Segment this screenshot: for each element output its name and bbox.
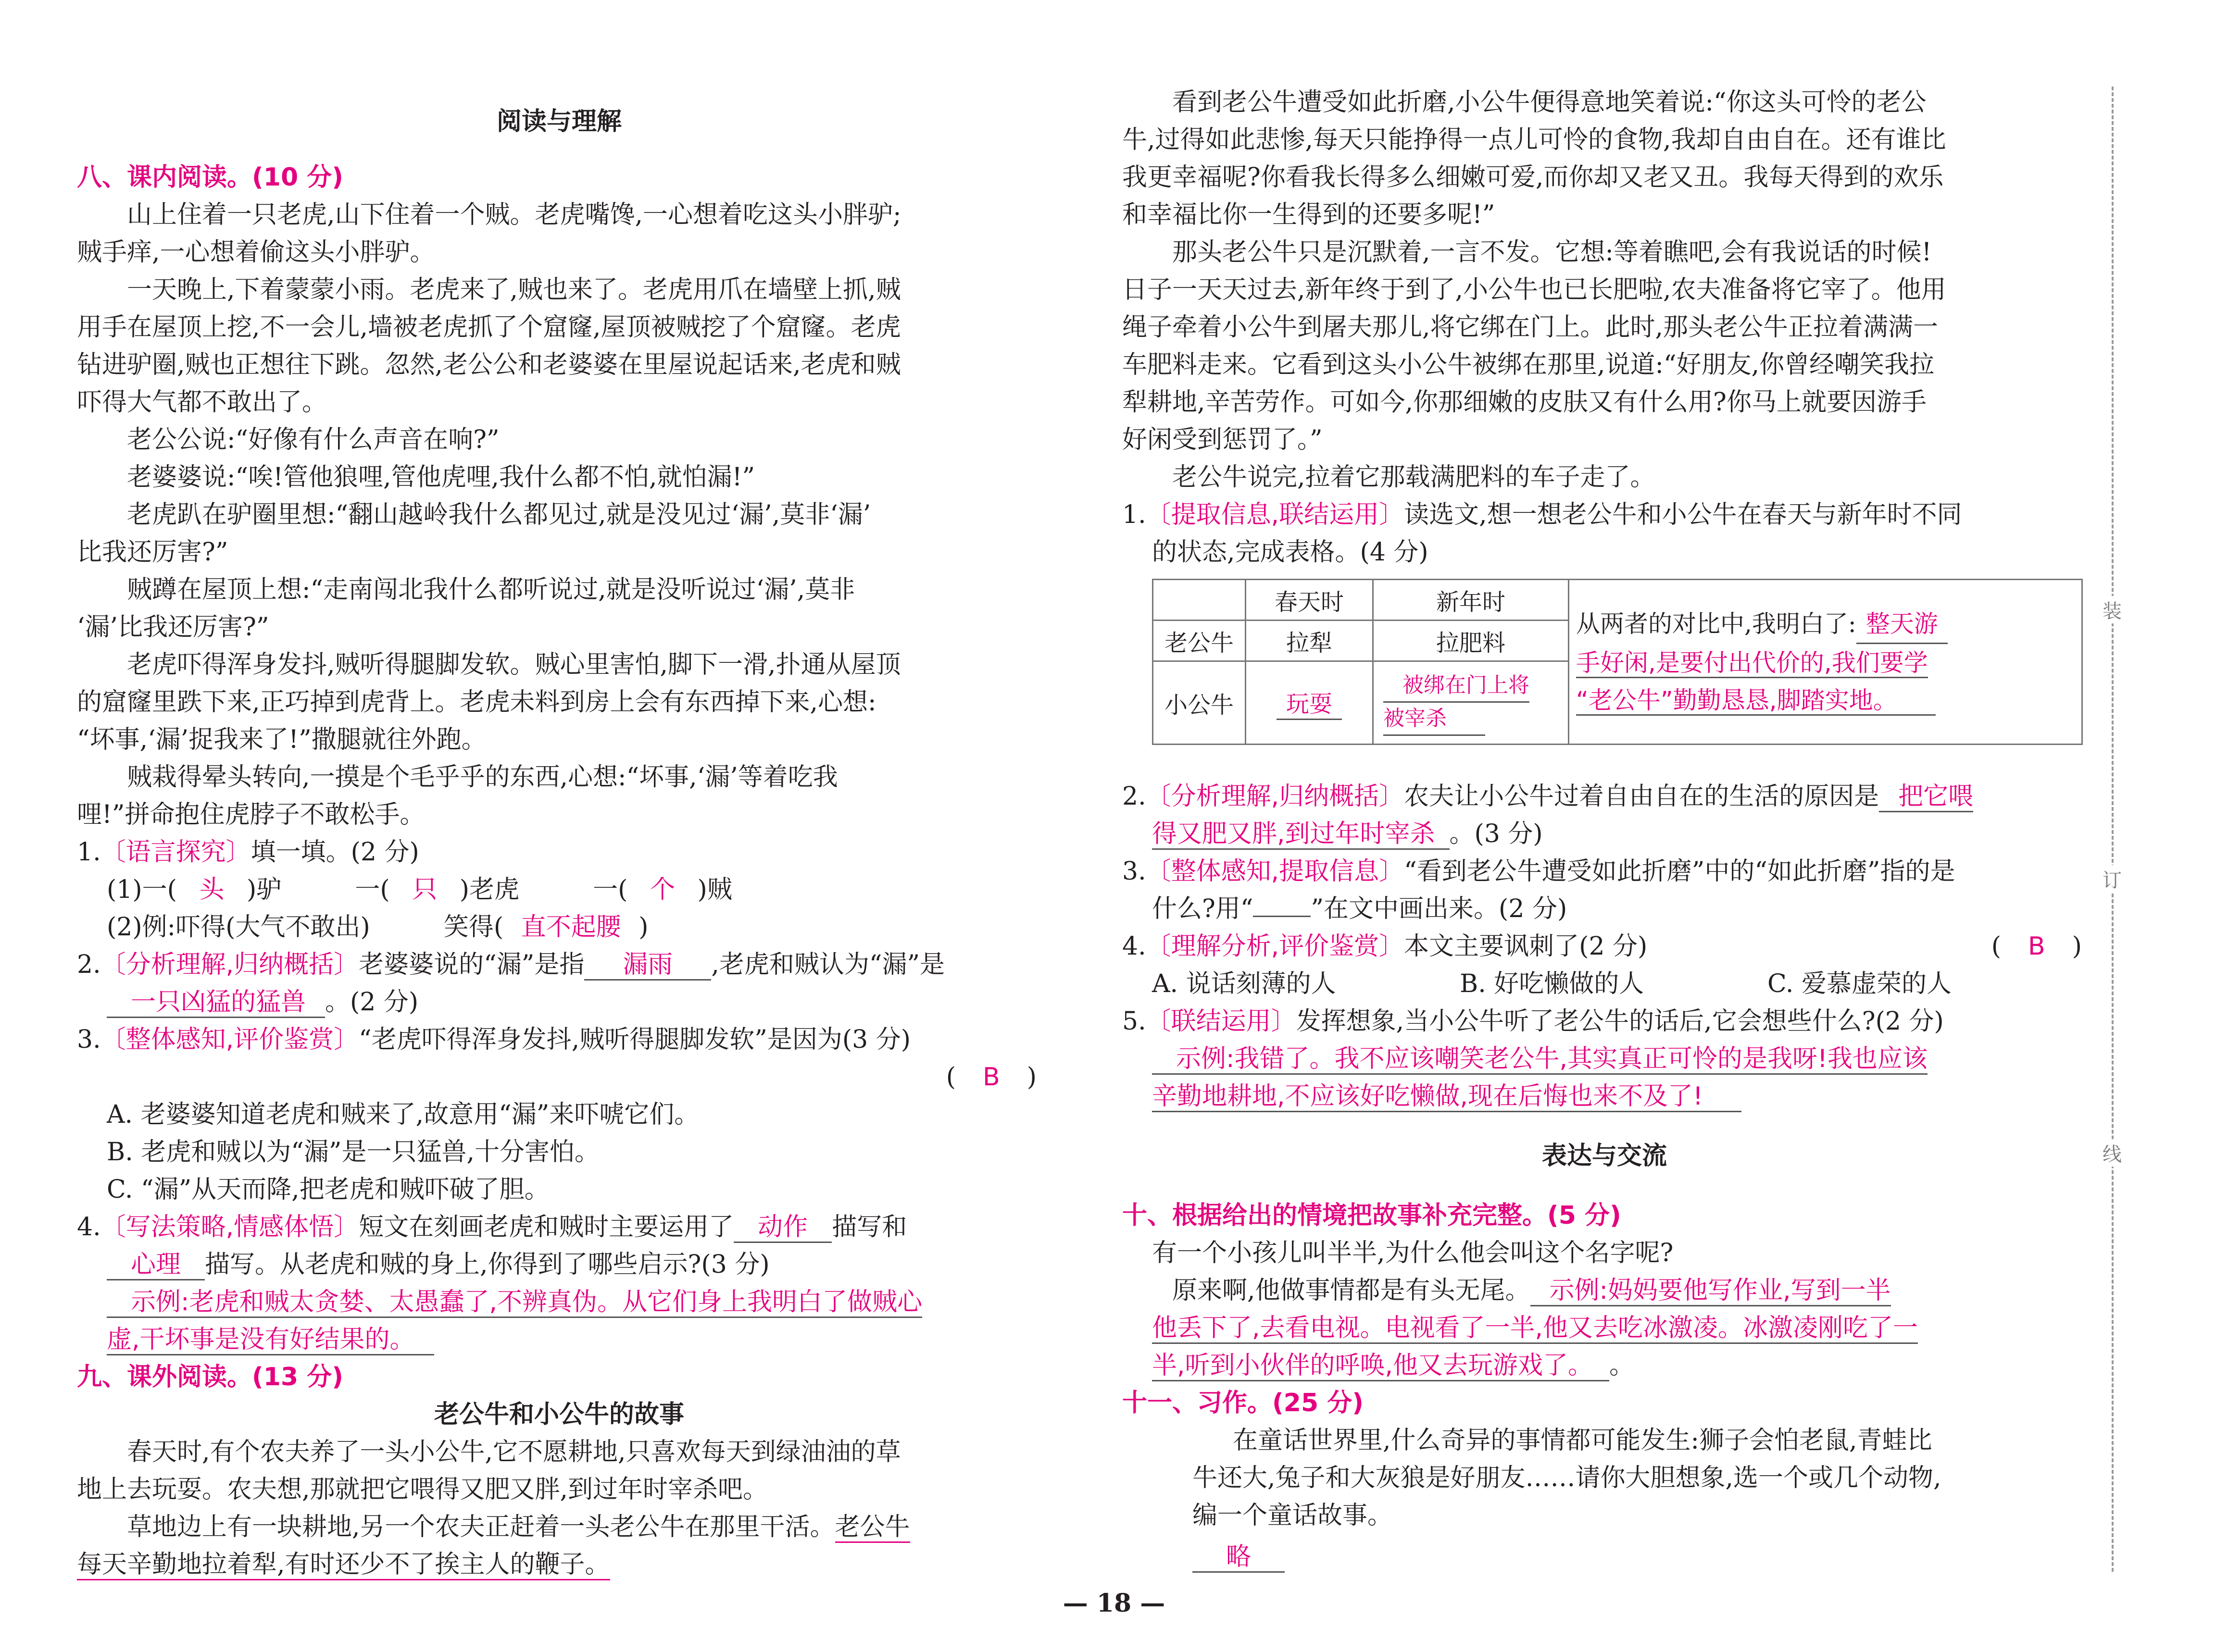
section-10-line [1122,1309,2087,1347]
answer-1[interactable]: 把它喂 [1879,782,1973,812]
text: 发挥想象,当小公牛听了老公牛的话后,它会想些什么?(2 分) [1296,1007,1944,1036]
passage-line: 车肥料走来。它看到这头小公牛被绑在那里,说道:“好朋友,你曾经嘲笑我拉 [1122,350,1935,379]
question-tag: 〔整体感知,提取信息〕 [1146,857,1404,886]
conclusion-line-2 [1576,644,2075,682]
passage-line: 的窟窿里跌下来,正巧掉到虎背上。老虎未料到房上会有东西掉下来,心想: [77,688,876,717]
question-2-cont [77,983,1041,1021]
text: 草地边上有一块耕地,另一个农夫正赶着一头老公牛在那里干活。 [127,1513,835,1541]
question-text: 填一填。(2 分) [250,838,419,867]
story-answer-cont: 他丢下了,去看电视。电视看了一半,他又去吃冰激凌。冰激凌刚吃了一 [1152,1314,1918,1344]
section-9-title: 九、课外阅读。(13 分) [77,1363,343,1391]
passage-line: 日子一天天过去,新年终于到了,小公牛也已长肥啦,农夫准备将它宰了。他用 [1122,275,1946,304]
question-tag: 〔理解分析,评价鉴赏〕 [1146,932,1404,961]
passage-line: 贼蹲在屋顶上想:“走南闯北我什么都听说过,就是没听说过‘漏’,莫非 [127,575,855,604]
question-tag: 〔联结运用〕 [1146,1007,1296,1036]
choice-answer: B [983,1063,1000,1092]
conclusion-answer[interactable]: 整天游 [1856,605,1948,644]
table-conclusion-cell [1569,580,2082,745]
option-a: A. 说话刻薄的人 [1152,969,1336,998]
text: 农夫让小公牛过着自由自在的生活的原因是 [1404,782,1879,811]
answer-cell-cont: 被宰杀 [1383,703,1485,736]
conclusion-line-3 [1576,682,2075,719]
passage-line [77,1508,1041,1546]
story-title: 老公牛和小公牛的故事 [434,1400,684,1429]
passage-line: 用手在屋顶上挖,不一会儿,墙被老虎抓了个窟窿,屋顶被贼挖了个窟窿。老虎 [77,313,901,342]
answer-2[interactable]: 心理 [107,1250,205,1280]
section-8-title: 八、课内阅读。(10 分) [77,163,343,192]
table-cell-old-spring: 拉犁 [1246,621,1373,661]
passage-line: 和幸福比你一生得到的还要多呢!” [1122,200,1495,229]
text: ) [1026,1063,1037,1092]
question-tag: 〔语言探究〕 [100,838,251,867]
text: 。(2 分) [325,988,419,1017]
text: ( [1991,932,2002,961]
binding-char: 装 [2100,596,2124,623]
answer-line [77,1283,1041,1321]
underline-symbol [1253,916,1311,917]
comparison-table [1152,579,2083,745]
question-2 [77,946,1041,983]
text: 从两者的对比中,我明白了: [1576,609,1856,638]
answer-2[interactable]: 一只凶猛的猛兽 [107,988,325,1018]
passage-line: 犁耕地,辛苦劳作。可如今,你那细嫩的皮肤又有什么用?你马上就要因游手 [1122,388,1927,417]
question-r1 [1122,496,2087,534]
binding-char: 线 [2100,1139,2124,1167]
answer-cont: 辛勤地耕地,不应该好吃懒做,现在后悔也来不及了! [1152,1082,1741,1112]
table-cell-young-newyear [1373,661,1569,745]
passage-line: 老公牛说完,拉着它那载满肥料的车子走了。 [1172,463,1655,492]
cell-line [1383,670,1568,703]
option-a: A. 老婆婆知道老虎和贼来了,故意用“漏”来吓唬它们。 [107,1100,700,1129]
answer-3-cont: 虚,干坏事是没有好结果的。 [107,1325,434,1355]
conclusion-answer-cont: “老公牛”勤勤恳恳,脚踏实地。 [1576,686,1936,716]
text: “看到老公牛遭受如此折磨”中的“如此折磨”指的是 [1404,857,1955,886]
text: ) [638,913,649,942]
table-row-label-old-bull: 老公牛 [1153,621,1246,661]
passage-line: 贼手痒,一心想着偷这头小胖驴。 [77,238,435,267]
passage-line: 贼栽得晕头转向,一摸是个毛乎乎的东西,心想:“坏事,‘漏’等着吃我 [127,763,838,792]
option-b: B. 好吃懒做的人 [1460,969,1644,998]
passage-line: 老虎吓得浑身发抖,贼听得腿脚发软。贼心里害怕,脚下一滑,扑通从屋顶 [127,650,901,679]
question-number: 4. [1122,932,1146,961]
question-4 [77,1208,1041,1246]
passage-line: 看到老公牛遭受如此折磨,小公牛便得意地笑着说:“你这头可怜的老公 [1172,88,1927,117]
section-10-title: 十、根据给出的情境把故事补充完整。(5 分) [1122,1201,1621,1230]
passage-line: 钻进驴圈,贼也正想往下跳。忽然,老公公和老婆婆在里屋说起话来,老虎和贼 [77,350,901,379]
table-cell-old-newyear: 拉肥料 [1373,621,1569,661]
section-11-line: 编一个童话故事。 [1192,1501,1393,1530]
question-number: 1. [1122,500,1146,529]
text: 描写和 [832,1213,907,1242]
question-r2 [1122,778,2087,815]
binding-char: 订 [2100,865,2124,893]
question-r1-cont: 的状态,完成表格。(4 分) [1152,538,1428,567]
question-number: 5. [1122,1007,1146,1036]
text: 读选文,想一想老公牛和小公牛在春天与新年时不同 [1404,500,1962,529]
question-1-row-1 [77,871,1041,908]
answer-line [1122,1040,2087,1078]
text: 描写。从老虎和贼的身上,你得到了哪些启示?(3 分) [205,1250,770,1279]
passage-line: “坏事,‘漏’捉我来了!”撒腿就往外跑。 [77,725,487,754]
passage-line [77,1546,1041,1583]
text: )贼 [697,875,732,904]
section-10-line: 有一个小孩儿叫半半,为什么他会叫这个名字呢? [1152,1239,1674,1267]
question-r4-options [1122,965,2087,1003]
question-tag: 〔分析理解,归纳概括〕 [1146,782,1404,811]
question-number: 3. [1122,857,1146,886]
text: 。 [1609,1351,1635,1380]
answer-2: 只 [412,875,438,904]
text: 原来啊,他做事情都是有头无尾。 [1172,1276,1530,1305]
text: ) [2072,932,2082,961]
text: “老虎吓得浑身发抖,贼听得腿脚发软”是因为(3 分) [359,1025,911,1054]
question-r3-cont [1122,890,2087,928]
underlined-text: 老公牛 [835,1513,910,1543]
choice-paren [946,1058,1037,1096]
passage-line: 哩!”拼命抱住虎脖子不敢松手。 [77,800,425,829]
option-b: B. 老虎和贼以为“漏”是一只猛兽,十分害怕。 [107,1138,600,1167]
question-1-row-2 [77,908,1041,946]
question-number: 1. [77,838,101,867]
table-header-spring: 春天时 [1246,580,1373,621]
section-title-reading: 阅读与理解 [496,107,622,136]
section-11-line: 牛还大,兔子和大灰狼是好朋友……请你大胆想象,选一个或几个动物, [1192,1464,1941,1492]
passage-line: 好闲受到惩罚了。” [1122,425,1323,454]
passage-line: 吓得大气都不敢出了。 [77,388,327,417]
text: 短文在刻画老虎和贼时主要运用了 [359,1213,734,1242]
passage-line: 那头老公牛只是沉默着,一言不发。它想:等着瞧吧,会有我说话的时候! [1172,238,1932,267]
section-title-expression: 表达与交流 [1541,1142,1667,1170]
text: )驴 [247,875,282,904]
question-number: 4. [77,1213,101,1242]
question-r5 [1122,1003,2087,1040]
section-10-line [1122,1272,2087,1309]
passage-line: 老公公说:“好像有什么声音在响?” [127,425,500,454]
text: ”在文中画出来。(2 分) [1311,894,1567,923]
table-row-label-young-bull: 小公牛 [1153,661,1246,745]
passage-line: 比我还厉害?” [77,538,228,567]
question-3-choice [77,1058,1041,1096]
answer-4: 直不起腰 [521,913,621,942]
text: 本文主要讽刺了(2 分) [1404,932,1648,961]
section-11-title: 十一、习作。(25 分) [1122,1389,1364,1417]
answer-line [1122,1078,2087,1115]
choice-answer: B [2028,932,2045,961]
story-answer-cont: 半,听到小伙伴的呼唤,他又去玩游戏了。 [1152,1351,1609,1381]
answer-1[interactable]: 漏雨 [584,950,711,981]
question-number: 2. [1122,782,1146,811]
cell-line [1383,703,1568,736]
text: 什么?用“ [1152,894,1253,923]
section-11-line: 在童话世界里,什么奇异的事情都可能发生:狮子会怕老鼠,青蛙比 [1233,1426,1932,1455]
text: 一( [593,875,628,904]
table-corner [1153,580,1246,621]
question-tag: 〔提取信息,联结运用〕 [1146,500,1404,529]
page-number: — 18 — [1063,1589,1165,1618]
choice-paren [1991,928,2082,965]
answer-1-cont: 得又肥又胖,到过年时宰杀 [1152,820,1450,850]
underlined-text: 每天辛勤地拉着犁,有时还少不了挨主人的鞭子。 [77,1550,610,1580]
question-tag: 〔分析理解,归纳概括〕 [100,950,359,979]
text: 老婆婆说的“漏”是指 [359,950,585,979]
passage-line: 绳子牵着小公牛到屠夫那儿,将它绑在门上。此时,那头老公牛正拉着满满一 [1122,313,1939,342]
answer-3: 示例:老虎和贼太贪婪、太愚蠢了,不辨真伪。从它们身上我明白了做贼心 [107,1288,922,1318]
question-4-cont [77,1246,1041,1283]
text: 一( [355,875,390,904]
text: ( [946,1063,956,1092]
question-3 [77,1021,1041,1058]
answer-line [77,1321,1041,1358]
passage-line: 老虎趴在驴圈里想:“翻山越岭我什么都见过,就是没见过‘漏’,莫非‘漏’ [127,500,871,529]
passage-line: 春天时,有个农夫养了一头小公牛,它不愿耕地,只喜欢每天到绿油油的草 [127,1438,901,1466]
option-c: C. 爱慕虚荣的人 [1767,969,1952,998]
passage-line: 老婆婆说:“唉!管他狼哩,管他虎哩,我什么都不怕,就怕漏!” [127,463,755,492]
text: ,老虎和贼认为“漏”是 [711,950,945,979]
essay-answer[interactable]: 略 [1192,1542,1285,1573]
question-tag: 〔写法策略,情感体悟〕 [100,1213,359,1242]
binding-dashed-line [2112,87,2114,1572]
question-r2-cont [1122,815,2087,853]
section-10-line [1122,1347,2087,1384]
conclusion-line-1 [1576,605,2075,644]
option-c: C. “漏”从天而降,把老虎和贼吓破了胆。 [107,1175,550,1204]
table-header-newyear: 新年时 [1373,580,1569,621]
question-number: 3. [77,1025,101,1054]
passage-line: 地上去玩耍。农夫想,那就把它喂得又肥又胖,到过年时宰杀吧。 [77,1475,768,1504]
answer-3: 个 [650,875,675,904]
conclusion-answer-cont: 手好闲,是要付出代价的,我们要学 [1576,649,1928,678]
passage-line: 牛,过得如此悲惨,每天只能挣得一点儿可怜的食物,我却自由自在。还有谁比 [1122,125,1946,154]
question-r4 [1122,928,2087,965]
question-tag: 〔整体感知,评价鉴赏〕 [100,1025,359,1054]
answer-cell[interactable]: 玩耍 [1277,685,1342,720]
text: 。(3 分) [1449,820,1543,848]
answer-1[interactable]: 动作 [734,1213,832,1243]
question-r3 [1122,853,2087,890]
answer-1: 头 [199,875,225,904]
question-1 [77,833,1041,871]
passage-line: 我更幸福呢?你看我长得多么细嫩可爱,而你却又老又丑。我每天得到的欢乐 [1122,163,1944,192]
passage-line: ‘漏’比我还厉害?” [77,613,269,642]
passage-line: 山上住着一只老虎,山下住着一个贼。老虎嘴馋,一心想着吃这头小胖驴; [127,200,901,229]
section-11-answer [1122,1538,2087,1576]
text: 笑得( [443,913,504,942]
text: )老虎 [459,875,520,904]
story-answer[interactable]: 示例:妈妈要他写作业,写到一半 [1530,1276,1891,1306]
answer-cell[interactable]: 被绑在门上将 [1383,670,1529,703]
text: (1)一( [107,875,177,904]
answer[interactable]: 示例:我错了。我不应该嘲笑老公牛,其实真正可怜的是我呀!我也应该 [1152,1044,1928,1075]
text: (2)例:吓得(大气不敢出) [107,913,370,942]
table-cell-young-spring [1246,661,1373,745]
question-number: 2. [77,950,101,979]
passage-line: 一天晚上,下着蒙蒙小雨。老虎来了,贼也来了。老虎用爪在墙壁上抓,贼 [127,275,901,304]
